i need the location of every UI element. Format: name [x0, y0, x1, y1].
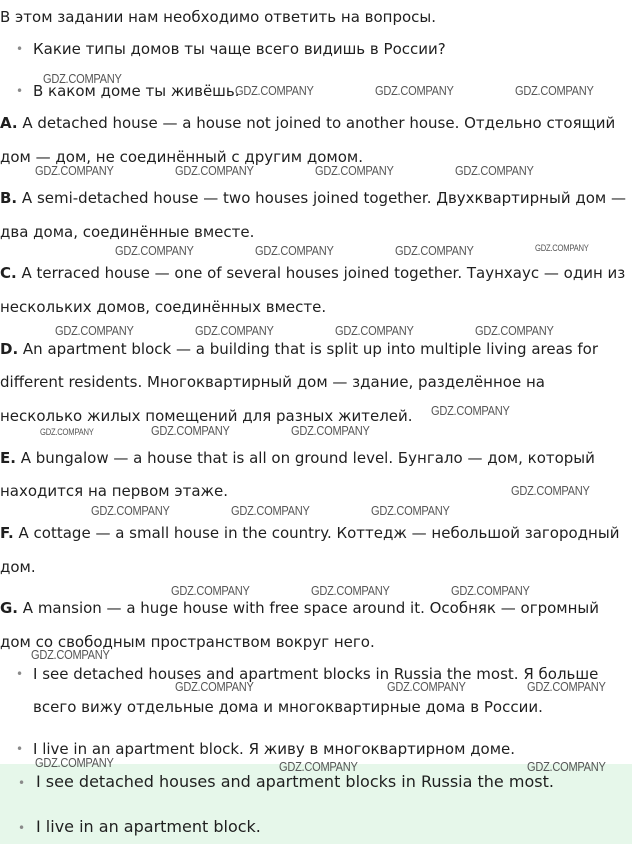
definition-letter: F. — [0, 524, 14, 542]
definition-c-line2: нескольких домов, соединённых вместе. — [0, 298, 327, 316]
watermark: GDZ.COMPANY — [535, 243, 589, 253]
bullet: • — [16, 667, 24, 681]
bullet: • — [18, 821, 26, 835]
definition-e-line1: E. A bungalow — a house that is all on ground level. Бунгало — дом, который — [0, 449, 595, 467]
answer-2: I live in an apartment block. — [36, 817, 261, 836]
definition-letter: A. — [0, 114, 18, 132]
question-2: В каком доме ты живёшь. — [33, 82, 240, 100]
intro-text: В этом задании нам необходимо ответить на вопросы. — [0, 8, 437, 26]
watermark: GDZ.COMPANY — [515, 83, 594, 98]
definition-d-line1: D. An apartment block — a building that is split up into multiple living areas for — [0, 340, 599, 358]
watermark: GDZ.COMPANY — [91, 503, 170, 518]
watermark: GDZ.COMPANY — [335, 323, 414, 338]
definition-g-line2: дом со свободным пространством вокруг него. — [0, 633, 375, 651]
watermark: GDZ.COMPANY — [455, 163, 534, 178]
definition-a-line2: дом — дом, не соединённый с другим домом. — [0, 148, 364, 166]
answer-1: I see detached houses and apartment blocks in Russia the most. — [36, 772, 554, 791]
watermark: GDZ.COMPANY — [291, 423, 370, 438]
watermark: GDZ.COMPANY — [55, 323, 134, 338]
definition-letter: G. — [0, 599, 19, 617]
bullet: • — [16, 42, 24, 56]
watermark: GDZ.COMPANY — [175, 163, 254, 178]
watermark: GDZ.COMPANY — [171, 583, 250, 598]
bullet: • — [16, 84, 24, 98]
watermark: GDZ.COMPANY — [35, 755, 114, 770]
watermark: GDZ.COMPANY — [151, 423, 230, 438]
definition-e-line2: находится на первом этаже. — [0, 482, 229, 500]
watermark: GDZ.COMPANY — [255, 243, 334, 258]
watermark: GDZ.COMPANY — [315, 163, 394, 178]
watermark: GDZ.COMPANY — [527, 759, 606, 774]
watermark: GDZ.COMPANY — [195, 323, 274, 338]
watermark: GDZ.COMPANY — [451, 583, 530, 598]
definition-d-line3: несколько жилых помещений для разных жителей. — [0, 407, 413, 425]
watermark: GDZ.COMPANY — [395, 243, 474, 258]
watermark: GDZ.COMPANY — [279, 759, 358, 774]
question-1: Какие типы домов ты чаще всего видишь в России? — [33, 40, 446, 58]
watermark: GDZ.COMPANY — [375, 83, 454, 98]
watermark: GDZ.COMPANY — [31, 647, 110, 662]
definition-f-line1: F. A cottage — a small house in the country. Коттедж — небольшой загородный — [0, 524, 620, 542]
definition-b-line1: B. A semi-detached house — two houses joined together. Двухквартирный дом — — [0, 189, 626, 207]
watermark: GDZ.COMPANY — [527, 679, 606, 694]
response-2: I live in an apartment block. Я живу в многоквартирном доме. — [33, 740, 516, 758]
definition-letter: C. — [0, 264, 17, 282]
definition-f-line2: дом. — [0, 558, 36, 576]
watermark: GDZ.COMPANY — [231, 503, 310, 518]
definition-d-line2: different residents. Многоквартирный дом — здание, разделённое на — [0, 373, 545, 391]
bullet: • — [16, 742, 24, 756]
watermark: GDZ.COMPANY — [35, 163, 114, 178]
response-1-line2: всего вижу отдельные дома и многоквартирные дома в России. — [33, 698, 543, 716]
definition-a-line1: A. A detached house — a house not joined to another house. Отдельно стоящий — [0, 114, 616, 132]
response-1-line1: I see detached houses and apartment blocks in Russia the most. Я больше — [33, 665, 599, 683]
watermark: GDZ.COMPANY — [371, 503, 450, 518]
watermark: GDZ.COMPANY — [115, 243, 194, 258]
watermark: GDZ.COMPANY — [511, 483, 590, 498]
definition-letter: D. — [0, 340, 19, 358]
watermark: GDZ.COMPANY — [40, 427, 94, 437]
watermark: GDZ.COMPANY — [431, 403, 510, 418]
definition-letter: E. — [0, 449, 16, 467]
watermark: GDZ.COMPANY — [175, 679, 254, 694]
definition-g-line1: G. A mansion — a huge house with free space around it. Особняк — огромный — [0, 599, 600, 617]
bullet: • — [18, 776, 26, 790]
watermark: GDZ.COMPANY — [475, 323, 554, 338]
watermark: GDZ.COMPANY — [43, 71, 122, 86]
watermark: GDZ.COMPANY — [387, 679, 466, 694]
watermark: GDZ.COMPANY — [311, 583, 390, 598]
definition-b-line2: два дома, соединённые вместе. — [0, 223, 255, 241]
watermark: GDZ.COMPANY — [235, 83, 314, 98]
definition-c-line1: C. A terraced house — one of several houses joined together. Таунхаус — один из — [0, 264, 626, 282]
definition-letter: B. — [0, 189, 18, 207]
